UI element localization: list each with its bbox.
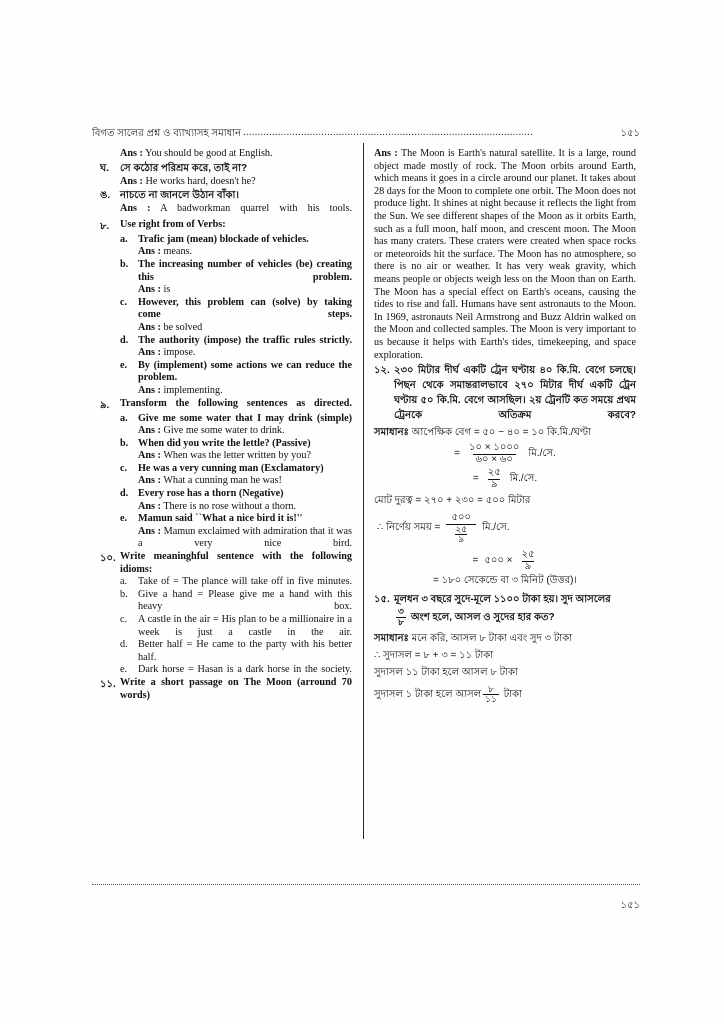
answer-row (100, 526, 352, 551)
ans-text: He works hard, doesn't he? (145, 175, 256, 187)
list-item (100, 413, 352, 426)
list-item (100, 664, 352, 677)
item-marker: c. (120, 296, 128, 308)
question-9 (100, 398, 352, 413)
ans-text: Give me some water to drink. (163, 425, 285, 437)
question-15-text-part2: অংশ হলে, আসল ও সুদের হার কত? (410, 611, 555, 623)
ans-label: Ans : (138, 347, 161, 359)
solution-label: সমাধানঃ (374, 632, 409, 644)
item-text: Better half = He came to the party with his better half. (138, 639, 352, 663)
answer-row (100, 450, 352, 463)
answer-row (100, 322, 352, 335)
item-question: He was a very cunning man (Exclamatory) (138, 462, 324, 474)
question-8-number: ৮. (100, 220, 110, 232)
header-dot-leader: .................................................................................................... (243, 127, 534, 138)
question-12-text: ২৩০ মিটার দীর্ঘ একটি ট্রেন ঘণ্টায় ৪০ কি.মি. বেগে চলছে। পিছন থেকে সমান্তরালভাবে ২৭০ মিটার দীর্ঘ একটি ট্রেন ঘণ্টায় ৫০ কি.মি. বেগে আসছিল। ২য় ট্রেনটি কত সময়ে প্রথম ট্রেনকে অতিক্রম করবে? (394, 365, 636, 422)
list-item (100, 513, 352, 526)
question-15 (374, 592, 636, 607)
unit-label: মি./সে. (482, 522, 510, 534)
question-15-text-part1: মূলধন ৩ বছরে সুদে-মূলে ১১০০ টাকা হয়। সুদ আসলের (394, 594, 611, 606)
nested-numerator: ২৫ (455, 523, 468, 534)
question-12-number: ১২. (374, 365, 390, 377)
item-marker: d. (120, 334, 129, 346)
list-item (100, 589, 352, 614)
ans-text: A badworkman quarrel with his tools. (160, 203, 352, 215)
question-12 (374, 363, 636, 423)
item-marker: b. (120, 588, 128, 600)
item-marker: b. (120, 258, 129, 270)
list-item (100, 463, 352, 476)
unit-label: মি./সে. (528, 447, 556, 459)
right-column (374, 148, 636, 705)
item-question: By (implement) some actions we can reduce the problem. (138, 359, 352, 384)
ans-label: Ans : (138, 246, 161, 258)
answer-row (100, 385, 352, 398)
equals-sign: = (454, 447, 461, 459)
moon-passage-text: The Moon is Earth's natural satellite. It is a large, round object made mostly of rock. The Moon orbits around Earth, which means it goes in a circle around our planet. It takes about 28 days for the Moon to complete one orbit. The Moon does not produce light. It shines at night because it reflects the light from the Sun. We see different shapes of the Moon as it orbits Earth, such as a full moon, half moon, and crescent moon. The Moon has many craters. These craters were created when space rocks or meteoroids hit the surface. The Moon has no atmosphere, so there is no air or weather. It has very weak gravity, which means people or objects weigh less on the Moon than on Earth. The Moon has a special effect on Earth's oceans, causing the tides to rise and fall. Humans have sent astronauts to the Moon. In 1969, astronauts Neil Armstrong and Buzz Aldrin walked on the Moon and collected samples. The Moon is very important to us because it helps with Earth's tides, timekeeping, and space exploration. (374, 148, 636, 361)
list-item (100, 360, 352, 385)
solution-text: আপেক্ষিক বেগ = ৫০ − ৪০ = ১০ কি.মি./ঘণ্টা (411, 427, 591, 439)
question-8-title: Use right from of Verbs: (120, 218, 226, 230)
left-column (100, 148, 352, 702)
q15-solution-line-3: সুদাসল ১১ টাকা হলে আসল ৮ টাকা (374, 666, 518, 678)
question-15-text-part2-row (394, 607, 636, 627)
list-item (100, 488, 352, 501)
item-question: Every rose has a thorn (Negative) (138, 488, 284, 500)
list-item (100, 234, 352, 247)
answer-text-wrap (138, 450, 352, 463)
question-10 (100, 551, 352, 576)
ans-text: There is no rose without a thorn. (163, 500, 297, 512)
line4-prefix: সুদাসল ১ টাকা হলে আসল (374, 689, 482, 701)
ans-label: Ans : (120, 148, 143, 159)
ans-label: Ans : (138, 384, 161, 396)
equals-sign: = (472, 555, 479, 567)
list-item (100, 188, 352, 203)
solution-label: সমাধানঃ (374, 427, 409, 439)
fraction-denominator: ৮ (398, 616, 404, 627)
question-11 (100, 677, 352, 702)
fraction-denominator: ১১ (485, 694, 497, 705)
ans-label: Ans : (120, 175, 143, 187)
item-text: Dark horse = Hasan is a dark horse in the society. (138, 664, 352, 676)
list-item (100, 438, 352, 451)
answer-text-wrap (138, 284, 352, 297)
nested-fraction (452, 525, 470, 545)
carryover-answer (120, 148, 352, 161)
item-marker: a. (120, 412, 128, 424)
answer-row (100, 501, 352, 514)
ans-text: impose. (163, 347, 196, 359)
ans-label: Ans : (138, 475, 161, 487)
answer-text-wrap (138, 425, 352, 438)
footer-divider (92, 884, 640, 886)
fraction (466, 443, 522, 465)
line4-suffix: টাকা (503, 689, 523, 701)
item-marker: d. (120, 488, 129, 500)
q12-solution-line-1 (374, 425, 636, 440)
question-10-number: ১০. (100, 553, 116, 565)
fraction-numerator: ১০ × ১০০০ (469, 442, 520, 454)
header-title: বিগত সালের প্রশ্ন ও ব্যাখ্যাসহ সমাধান (92, 128, 242, 139)
fraction-numerator: ৫০০ (451, 512, 471, 524)
item-question: When did you write the lettle? (Passive) (138, 437, 311, 449)
footer-page-number: ১৫১ (620, 900, 640, 911)
item-marker: e. (120, 513, 128, 525)
answer-text-wrap (120, 176, 352, 189)
q12-equation-1 (374, 443, 636, 465)
fraction-numerator: ৮ (488, 683, 494, 694)
item-marker: ঙ. (100, 190, 111, 202)
item-text: Give a hand = Please give me a hand with this heavy box. (138, 588, 352, 613)
ans-label: Ans : (138, 425, 161, 437)
item-question: Mamun said ``What a nice bird it is!'' (138, 513, 303, 525)
question-11-title: Write a short passage on The Moon (arround 70 words) (120, 676, 352, 701)
ans-text: means. (163, 246, 193, 258)
fraction-numerator: ৩ (398, 606, 404, 617)
answer-row (100, 425, 352, 438)
question-15-number: ১৫. (374, 594, 390, 606)
item-question: However, this problem can (solve) by taking come steps. (138, 296, 352, 321)
unit-label: মি./সে. (509, 472, 538, 484)
q12-final-answer (374, 575, 636, 588)
item-question: The authority (impose) the traffic rules strictly. (138, 334, 352, 346)
fraction-numerator: ২৫ (487, 467, 501, 479)
ans-label: Ans : (138, 284, 161, 296)
answer-text-wrap (138, 322, 352, 335)
column-divider (363, 143, 364, 839)
complex-fraction (446, 513, 476, 544)
q15-solution-line-1 (374, 631, 636, 646)
q12-equation-3 (374, 513, 636, 544)
equals-sign: = (472, 472, 479, 484)
fraction-denominator: ৬০ × ৬০ (473, 454, 516, 466)
question-10-title: Write meaninghful sentence with the following idioms: (120, 551, 352, 575)
item-text: Take of = The plance will take off in five minutes. (138, 576, 352, 588)
nested-denominator: ৯ (455, 534, 467, 544)
header-page-number: ১৫১ (620, 128, 640, 139)
item-marker: a. (120, 233, 128, 245)
list-item (100, 614, 352, 639)
answer-row (100, 246, 352, 259)
answer-text-wrap (138, 385, 352, 398)
question-11-number: ১১. (100, 678, 116, 690)
fraction-numerator: ২৫ (521, 549, 535, 561)
ans-text: When was the letter written by you? (163, 450, 311, 462)
q15-solution-line-4 (374, 685, 636, 705)
ans-label: Ans : (374, 148, 398, 159)
fraction-denominator: ৯ (522, 561, 535, 573)
item-marker: e. (120, 664, 128, 676)
answer-text-wrap (138, 475, 352, 488)
item-question: The increasing number of vehicles (be) creating this problem. (138, 258, 352, 283)
list-item (100, 259, 352, 284)
ans-label: Ans : (138, 525, 162, 537)
list-item (100, 335, 352, 348)
q15-solution-line-2: ∴ সুদাসল = ৮ + ৩ = ১১ টাকা (374, 649, 494, 661)
list-item (100, 639, 352, 664)
list-item (100, 161, 352, 176)
fraction-denominator (446, 524, 476, 545)
item-marker: c. (120, 462, 128, 474)
answer-row (100, 475, 352, 488)
carryover-answer-row (100, 148, 352, 161)
item-marker: ঘ. (100, 162, 109, 174)
required-time-label: ∴ নির্ণেয় সময় = (377, 522, 441, 534)
q12-equation-2 (374, 468, 636, 490)
item-marker: d. (120, 639, 128, 651)
ans-text: What a cunning man he was! (163, 475, 282, 487)
ans-label: Ans : (138, 450, 161, 462)
answer-text-wrap (138, 501, 352, 514)
fraction (518, 550, 537, 572)
page-header (92, 126, 640, 142)
q12-equation-4 (374, 550, 636, 572)
question-9-number: ৯. (100, 399, 110, 411)
ans-text: is (163, 284, 171, 296)
answer-text-wrap (138, 246, 352, 259)
item-text: A castle in the air = His plan to be a millionaire in a week is just a castle in the air. (138, 614, 352, 638)
item-marker: e. (120, 359, 128, 371)
answer-text-wrap (138, 526, 352, 551)
item-marker: c. (120, 614, 128, 625)
item-question: নাচতে না জানলে উঠান বাঁকা। (120, 190, 239, 202)
item-question: Trafic jam (mean) blockade of vehicles. (138, 233, 309, 245)
question-8 (100, 219, 352, 234)
ans-label: Ans : (120, 203, 151, 215)
item-marker: a. (120, 576, 128, 588)
list-item (100, 297, 352, 322)
question-9-title: Transform the following sentences as directed. (120, 397, 352, 409)
answer-row (100, 176, 352, 189)
answer-row (100, 284, 352, 297)
fraction-denominator: ৯ (488, 479, 501, 491)
answer-text-wrap (138, 347, 352, 360)
fraction (396, 607, 406, 627)
fraction (485, 468, 504, 490)
answer-row (100, 203, 352, 216)
ans-text: You should be good at English. (145, 148, 273, 159)
multiplier-expression: ৫০০ × (484, 555, 513, 567)
solution-text: মনে করি, আসল ৮ টাকা এবং সুদ ৩ টাকা (411, 632, 573, 644)
ans-text: be solved (163, 321, 203, 333)
moon-answer-paragraph (374, 148, 636, 362)
ans-text: implementing. (163, 384, 223, 396)
ans-label: Ans : (138, 321, 161, 333)
item-question: Give me some water that I may drink (simple) (138, 412, 352, 424)
q12-solution-line-2: মোট দুরত্ব = ২৭০ + ২৩০ = ৫০০ মিটার (374, 495, 531, 507)
ans-text: Mamun exclaimed with admiration that it was a very nice bird. (138, 525, 353, 550)
ans-label: Ans : (138, 500, 161, 512)
item-question: সে কঠোর পরিশ্রম করে, তাই না? (120, 162, 248, 174)
fraction (483, 685, 499, 705)
answer-row (100, 347, 352, 360)
final-answer-text: = ১৮০ সেকেন্ডে বা ৩ মিনিট (উত্তর)। (432, 575, 577, 587)
answer-text-wrap (120, 203, 352, 216)
item-marker: b. (120, 437, 129, 449)
list-item (100, 576, 352, 589)
